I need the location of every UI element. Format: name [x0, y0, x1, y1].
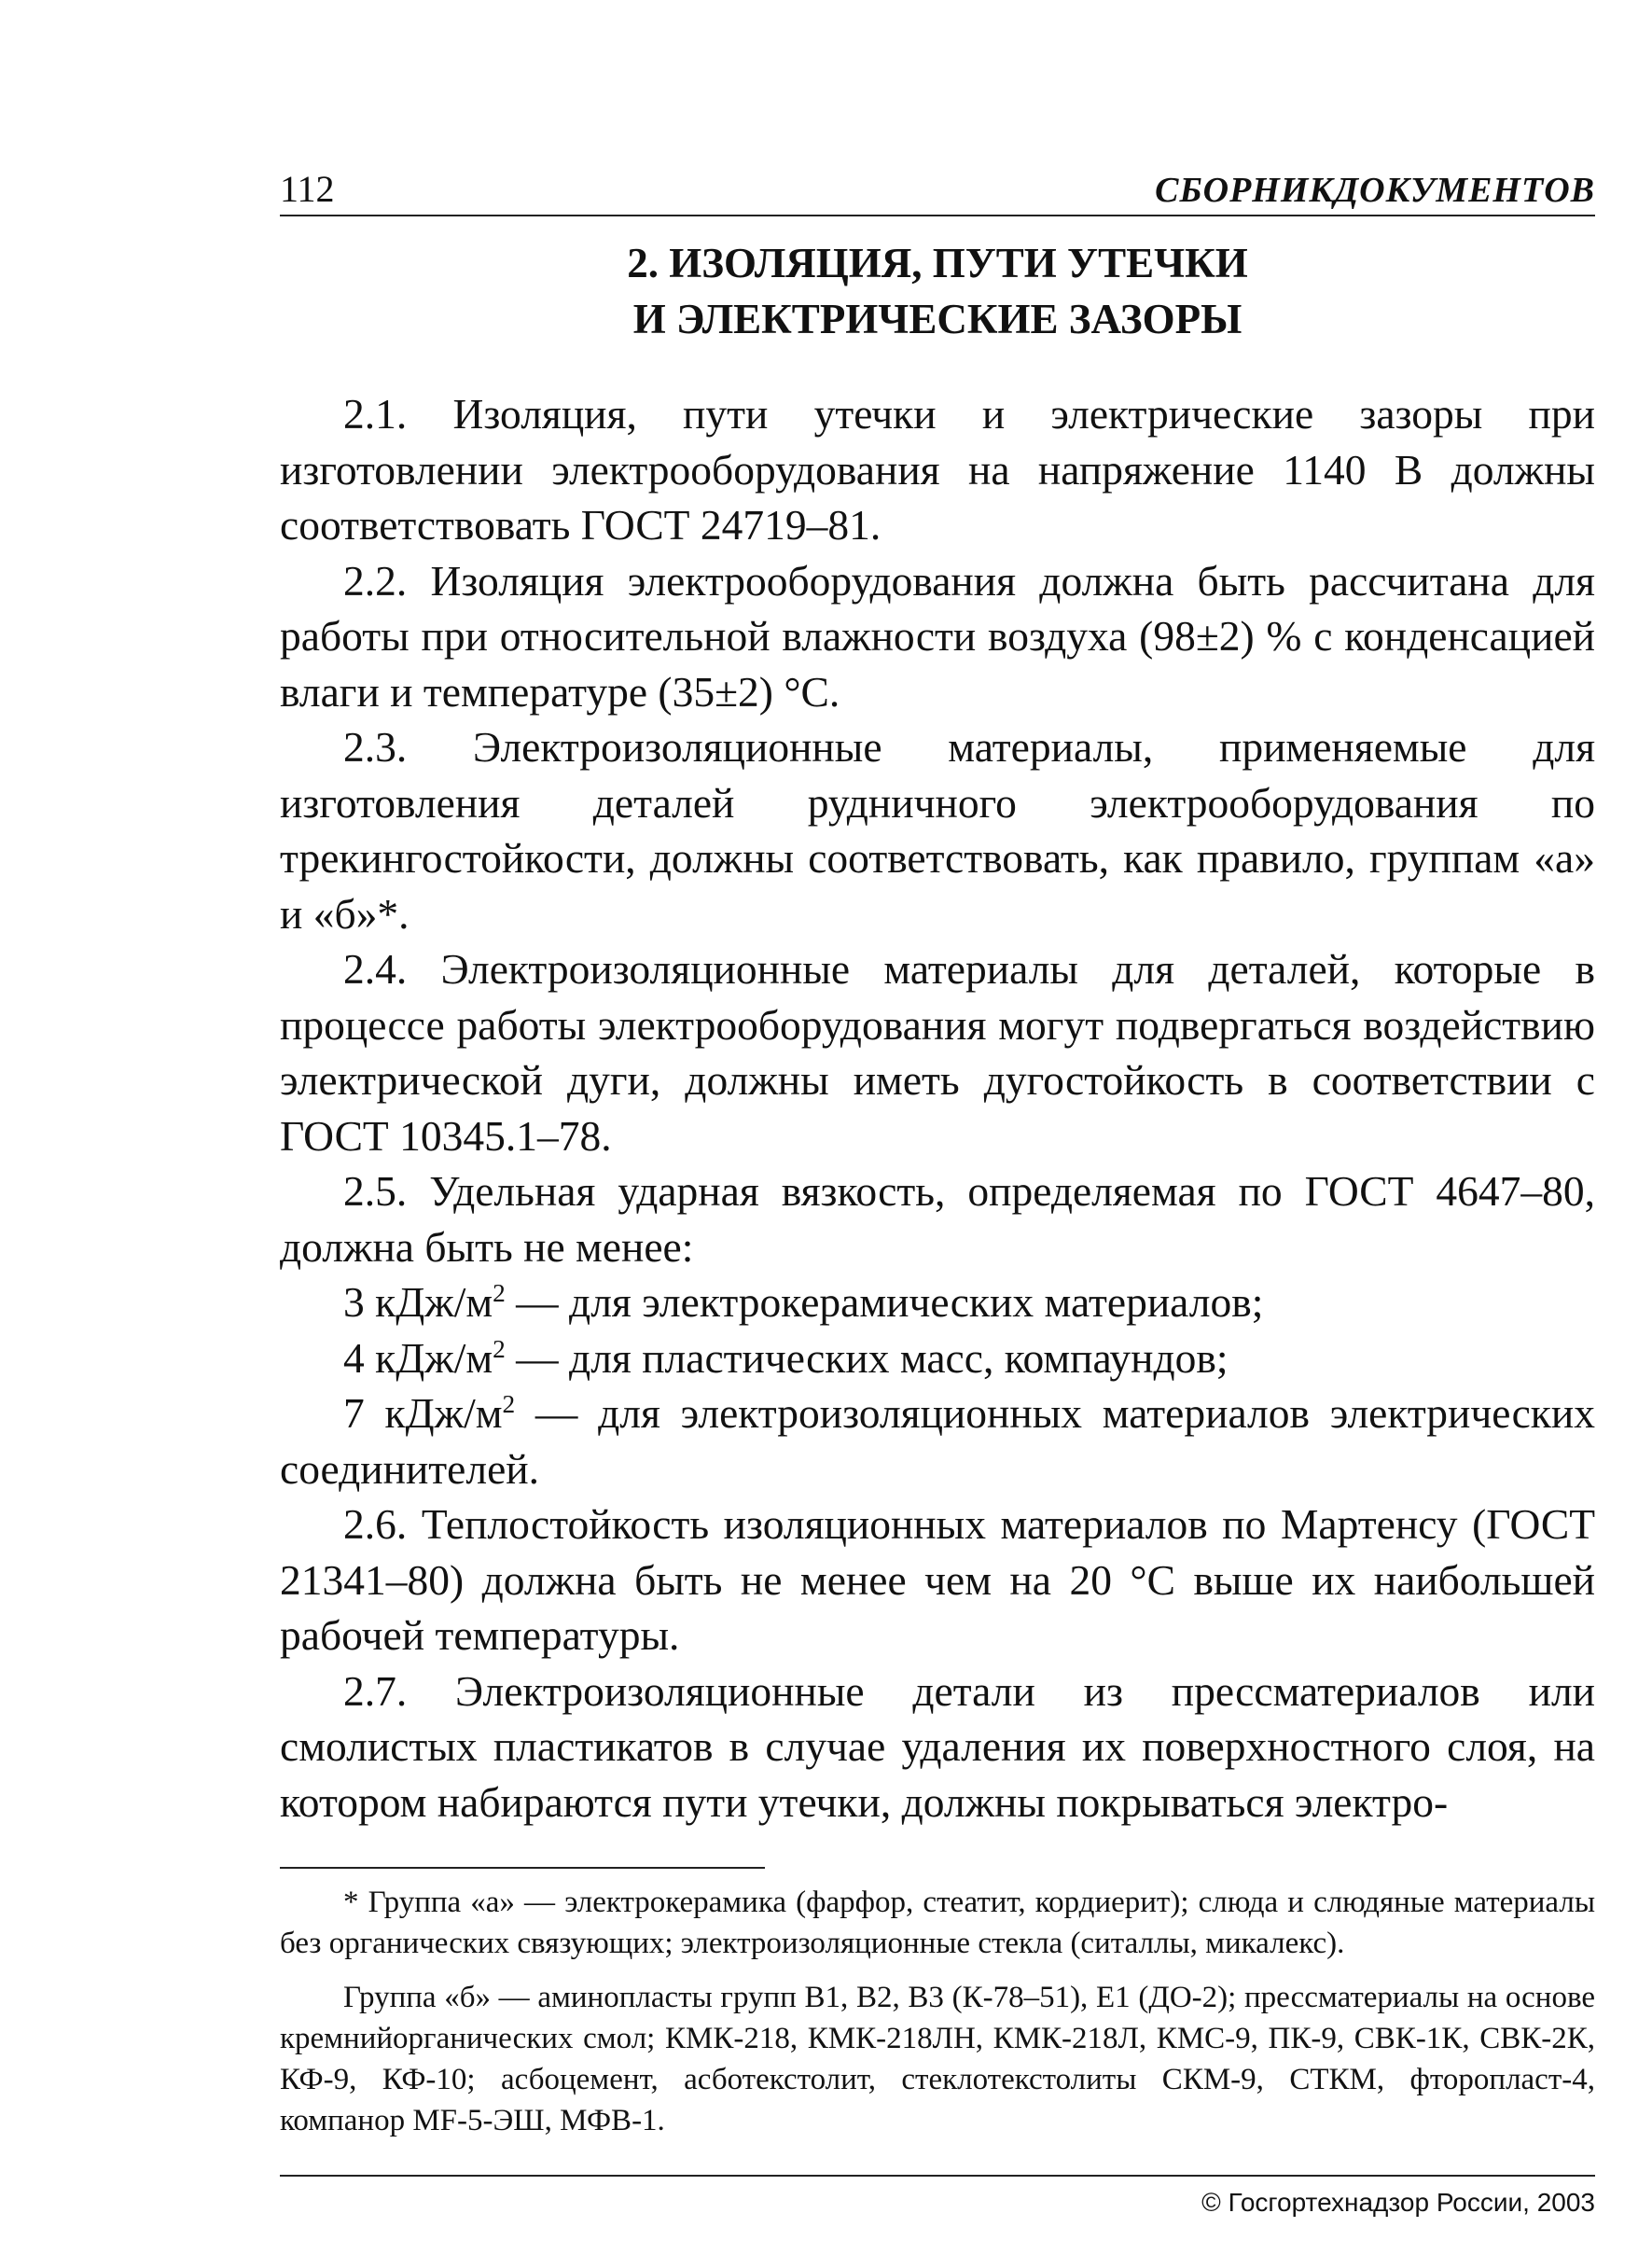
section-title-line-1: 2. ИЗОЛЯЦИЯ, ПУТИ УТЕЧКИ [627, 240, 1248, 286]
paragraph-2-3: 2.3. Электроизоляционные материалы, применяемые для изготовления деталей рудничного электрооборудования по трекингостойкости, должны соответствовать, как правило, группам «а» и «б»*. [280, 723, 1595, 938]
value-description: — для пластических масс, компаундов; [505, 1333, 1229, 1382]
footer-divider [280, 2175, 1595, 2177]
value-superscript: 2 [502, 1389, 516, 1418]
document-page [280, 159, 1595, 2218]
value-superscript: 2 [493, 1278, 506, 1307]
paragraph-2-1: 2.1. Изоляция, пути утечки и электрические зазоры при изготовлении электрооборудования на напряжение 1140 В должны соответствовать ГОСТ 24719–81. [280, 390, 1595, 549]
value-description: — для электроизоляционных материалов электрических соединителей. [280, 1389, 1596, 1493]
value-line-connectors [280, 1385, 1595, 1496]
running-title: СБОРНИКДОКУМЕНТОВ [1155, 171, 1595, 210]
paragraph-2-4: 2.4. Электроизоляционные материалы для деталей, которые в процессе работы электрооборудования могут подвергаться воздействию электрической дуги, должны иметь дугостойкость в соответствии с ГОСТ 10345.1–78. [280, 945, 1595, 1160]
value-number: 3 кДж/м [343, 1278, 493, 1326]
value-superscript: 2 [493, 1334, 506, 1363]
value-number: 4 кДж/м [343, 1333, 493, 1382]
page-header [280, 159, 1595, 216]
paragraph-2-2: 2.2. Изоляция электрооборудования должна быть рассчитана для работы при относительной влажности воздуха (98±2) % с конденсацией влаги и температуре (35±2) °С. [280, 556, 1595, 716]
footnote-divider [280, 1867, 765, 1869]
paragraph-2-6: 2.6. Теплостойкость изоляционных материалов по Мартенсу (ГОСТ 21341–80) должна быть не менее чем на 20 °С выше их наибольшей рабочей температуры. [280, 1500, 1595, 1659]
section-title-line-2: И ЭЛЕКТРИЧЕСКИЕ ЗАЗОРЫ [632, 296, 1242, 342]
copyright: © Госгортехнадзор России, 2003 [1201, 2188, 1595, 2217]
paragraph-2-7: 2.7. Электроизоляционные детали из прессматериалов или смолистых пластикатов в случае удаления их поверхностного слоя, на котором набираются пути утечки, должны покрываться электро- [280, 1666, 1595, 1826]
body-text [280, 386, 1595, 1830]
value-description: — для электрокерамических материалов; [505, 1278, 1264, 1326]
value-number: 7 кДж/м [343, 1389, 503, 1437]
footnote-group-b: Группа «б» — аминопласты групп В1, В2, В3 (К-78–51), Е1 (ДО-2); прессматериалы на основе кремнийорганических смол; КМК-218, КМК-218ЛН, КМК-218Л, КМС-9, ПК-9, СВК-1К, СВК-2К, КФ-9, КФ-10; асбоцемент, асботекстолит, стеклотекстолиты СКМ-9, СТКМ, фторопласт-4, компанор МF-5-ЭШ, МФВ-1. [280, 1981, 1595, 2137]
section-title [280, 235, 1595, 347]
paragraph-2-5: 2.5. Удельная ударная вязкость, определяемая по ГОСТ 4647–80, должна быть не менее: [280, 1167, 1595, 1271]
page-number: 112 [280, 168, 335, 210]
footnotes [280, 1882, 1595, 2141]
value-line-plastics [280, 1330, 1595, 1386]
value-line-ceramic [280, 1274, 1595, 1330]
footnote-group-a: * Группа «а» — электрокерамика (фарфор, стеатит, кордиерит); слюда и слюдяные материалы без органических связующих; электроизоляционные стекла (ситаллы, микалекс). [280, 1886, 1595, 1960]
